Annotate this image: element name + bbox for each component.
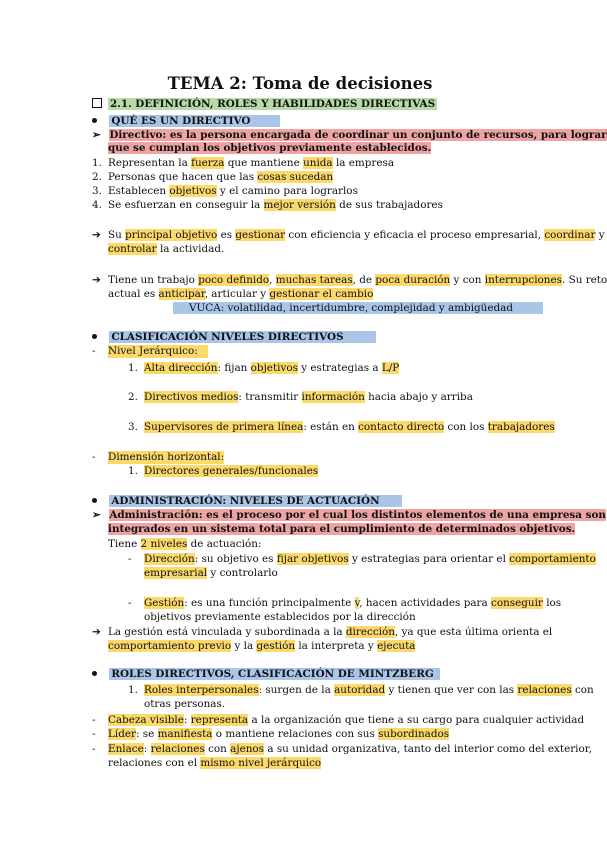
text-run: , de <box>352 274 376 286</box>
text-run: objetivos <box>250 362 298 374</box>
text-run: objetivos previamente establecidos por la dirección <box>144 611 416 623</box>
vuca-text: : volatilidad, incertidumbre, complejidad y ambigüedad <box>220 302 514 314</box>
text-run <box>144 362 399 375</box>
text-run <box>108 185 358 198</box>
text-run: ejecuta <box>377 640 416 652</box>
heading-roles <box>92 668 440 681</box>
text-run: : están en <box>303 421 359 433</box>
list-item <box>92 185 358 198</box>
vuca-line <box>173 302 543 315</box>
text-run: mismo nivel jerárquico <box>200 757 322 769</box>
text-run <box>108 199 443 212</box>
arrow-right-icon: ➔ <box>92 229 101 241</box>
text-run: Directores generales/funcionales <box>144 465 319 477</box>
text-run: otras personas. <box>144 698 226 710</box>
text-run: - <box>128 553 132 565</box>
definition-line-2: integrados en un sistema total para el cumplimiento de determinados objetivos. <box>108 523 576 535</box>
list-item <box>128 421 555 434</box>
text-run: con los <box>444 421 488 433</box>
text-run: controlar <box>108 243 157 255</box>
text-run: coordinar <box>544 229 596 241</box>
text-run <box>108 171 333 184</box>
text-run: Alta dirección <box>144 362 218 374</box>
text-run: gestionar el cambio <box>269 288 374 300</box>
text-run <box>108 714 584 727</box>
text-run: trabajadores <box>487 421 555 433</box>
text-run: con <box>204 743 231 755</box>
text-run: - <box>92 345 96 357</box>
direccion-item <box>128 553 596 566</box>
text-run: : transmitir <box>238 391 302 403</box>
text-run: ajenos <box>230 743 265 755</box>
text-run: : surgen de la <box>258 684 335 696</box>
vuca-label: VUCA <box>189 302 221 314</box>
text-run: a la organización que tiene a su cargo para cualquier actividad <box>248 714 585 726</box>
bullet-icon <box>92 498 97 503</box>
text-run: de actuación: <box>187 538 262 550</box>
text-run: Enlace <box>108 743 144 755</box>
text-run: Roles interpersonales <box>144 684 259 696</box>
text-run <box>108 743 592 756</box>
text-run: con eficiencia y eficacia el proceso empresarial, <box>285 229 545 241</box>
text-run <box>108 728 449 741</box>
definition-administracion-2 <box>108 523 575 536</box>
definition-line-1: Directivo: es la persona encargada de coordinar un conjunto de recursos, para lograr <box>109 129 607 141</box>
text-run: información <box>301 391 365 403</box>
bullet-icon <box>92 334 97 339</box>
text-run <box>108 229 605 242</box>
text-run: Representan la <box>108 157 192 169</box>
text-run: 2. <box>92 171 102 183</box>
text-run <box>173 302 543 314</box>
section-title: 2.1. DEFINICIÓN, ROLES Y HABILIDADES DIRECTIVAS <box>110 98 436 110</box>
text-run: Directivos medios <box>144 391 239 403</box>
text-run: subordinados <box>378 728 450 740</box>
text-run: anticipar <box>158 288 205 300</box>
list-item <box>128 362 400 375</box>
text-run: relaciones <box>150 743 205 755</box>
text-run: principal objetivo <box>125 229 218 241</box>
gestion-item-2 <box>144 611 416 624</box>
text-run: que mantiene <box>224 157 304 169</box>
direccion-item-2 <box>144 567 278 580</box>
text-run: 2 niveles <box>140 538 188 550</box>
text-run: : es una función principalmente <box>184 597 355 609</box>
role-enlace <box>92 743 592 756</box>
text-run: gestión <box>256 640 296 652</box>
text-run: Nivel Jerárquico: <box>108 345 208 358</box>
text-run: conseguir <box>491 597 543 609</box>
definition-line-1: Administración: es el proceso por el cual los distintos elementos de una empresa son <box>109 509 606 521</box>
heading-text: ROLES DIRECTIVOS, CLASIFICACIÓN DE MINTZBERG <box>109 668 439 680</box>
text-run: . Su reto <box>561 274 607 286</box>
text-run: fuerza <box>191 157 225 169</box>
bullet-icon <box>92 118 97 123</box>
text-run: relaciones con el <box>108 757 201 769</box>
text-run: actual es <box>108 288 159 300</box>
text-run: y controlarlo <box>207 567 278 579</box>
definition-line-2: que se cumplan los objetivos previamente establecidos. <box>108 142 432 154</box>
text-run: , hacen actividades para <box>359 597 492 609</box>
text-run: y el camino para lograrlos <box>216 185 358 197</box>
text-run: comportamiento previo <box>108 640 232 652</box>
text-run: - <box>128 597 132 609</box>
text-run: autoridad <box>334 684 386 696</box>
text-run: 2. <box>128 391 138 403</box>
text-run <box>144 597 561 610</box>
text-run: - <box>92 714 96 726</box>
text-run: cosas sucedan <box>257 171 334 183</box>
text-run: L/P <box>381 362 400 374</box>
text-run: : <box>143 743 151 755</box>
definition-directivo-2 <box>108 142 431 155</box>
text-run: y estrategias para orientar el <box>348 553 510 565</box>
text-run: 4. <box>92 199 102 211</box>
text-run: muchas tareas <box>275 274 353 286</box>
heading-administracion <box>92 495 402 508</box>
text-run <box>108 626 552 639</box>
heading-que-es <box>92 115 280 128</box>
text-run: hacia abajo y arriba <box>364 391 473 403</box>
definition-directivo <box>92 129 607 142</box>
arrow-gestion <box>92 626 553 639</box>
text-run: : se <box>136 728 158 740</box>
list-item <box>92 157 395 170</box>
tiene-niveles <box>108 538 261 551</box>
text-run: La gestión está vinculada y subordinada a la <box>108 626 346 638</box>
text-run: Gestión <box>144 597 185 609</box>
text-run <box>144 391 473 404</box>
text-run: Dimensión horizontal: <box>108 451 225 463</box>
text-run: o mantiene relaciones con sus <box>212 728 379 740</box>
checkbox-icon <box>92 98 102 108</box>
text-run: : fijan <box>217 362 251 374</box>
gestion-item <box>128 597 562 610</box>
heading-clasificacion <box>92 331 376 344</box>
text-run: y la <box>231 640 257 652</box>
text-run: 1. <box>128 465 138 477</box>
text-run: relaciones <box>517 684 572 696</box>
text-run <box>144 553 596 566</box>
text-run: poco definido <box>198 274 270 286</box>
text-run: 1. <box>128 684 138 696</box>
arrow-point-objetivo-2 <box>108 243 224 256</box>
text-run: fijar objetivos <box>276 553 349 565</box>
text-run: - <box>92 728 96 740</box>
text-run: : su objetivo es <box>194 553 277 565</box>
text-run: Tiene <box>108 538 141 550</box>
text-run: - <box>92 451 96 463</box>
text-run: y estrategias a <box>297 362 382 374</box>
heading-text: CLASIFICACIÓN NIVELES DIRECTIVOS <box>109 331 375 343</box>
heading-text: QUÉ ES UN DIRECTIVO <box>109 115 280 127</box>
text-run: poca duración <box>375 274 451 286</box>
bullet-icon <box>92 671 97 676</box>
list-item <box>92 171 334 184</box>
role-cabeza-visible <box>92 714 585 727</box>
text-run: la empresa <box>332 157 395 169</box>
text-run: la actividad. <box>156 243 225 255</box>
text-run: 1. <box>128 362 138 374</box>
list-item <box>128 391 473 404</box>
text-run: la interpreta y <box>295 640 378 652</box>
text-run: Su <box>108 229 126 241</box>
text-run <box>144 465 318 478</box>
text-run: 3. <box>128 421 138 433</box>
role-enlace-2 <box>108 757 321 770</box>
list-item <box>128 684 594 697</box>
text-run: interrupciones <box>484 274 562 286</box>
text-run: v <box>354 597 360 609</box>
text-run: dirección <box>345 626 395 638</box>
text-run: Líder <box>108 728 136 740</box>
text-run: y con <box>450 274 485 286</box>
text-run: Personas que hacen que las <box>108 171 258 183</box>
text-run: representa <box>190 714 249 726</box>
list-item-2 <box>144 698 225 711</box>
text-run <box>144 421 555 434</box>
heading-text: ADMINISTRACIÓN: NIVELES DE ACTUACIÓN <box>109 495 401 507</box>
arrow-point-objetivo <box>92 229 605 242</box>
text-run: y tienen que ver con las <box>385 684 518 696</box>
text-run: a su unidad organizativa, tanto del interior como del exterior, <box>264 743 592 755</box>
arrow-right-icon: ➔ <box>92 274 101 286</box>
text-run: mejor versión <box>263 199 336 211</box>
arrow-gestion-2 <box>108 640 415 653</box>
text-run: y <box>595 229 605 241</box>
text-run: Supervisores de primera línea <box>144 421 304 433</box>
text-run: Se esfuerzan en conseguir la <box>108 199 264 211</box>
text-run <box>108 274 607 287</box>
text-run: , <box>269 274 276 286</box>
text-run: 1. <box>92 157 102 169</box>
text-run: los <box>542 597 562 609</box>
text-run: manifiesta <box>157 728 213 740</box>
role-lider <box>92 728 450 741</box>
text-run: Tiene un trabajo <box>108 274 199 286</box>
text-run: con <box>571 684 594 696</box>
nivel-jerarquico <box>92 345 198 358</box>
text-run: Cabeza visible <box>108 714 184 726</box>
text-run: 3. <box>92 185 102 197</box>
definition-administracion <box>92 509 606 522</box>
text-run: , ya que esta última orienta el <box>394 626 553 638</box>
text-run: objetivos <box>169 185 217 197</box>
page-title: TEMA 2: Toma de decisiones <box>167 74 433 93</box>
text-run: comportamiento <box>509 553 596 565</box>
text-run: contacto directo <box>358 421 445 433</box>
text-run: - <box>92 743 96 755</box>
dimension-horizontal <box>92 451 225 464</box>
text-run: Establecen <box>108 185 170 197</box>
section-header <box>92 98 437 111</box>
list-item <box>128 465 319 478</box>
arrow-right-icon: ➔ <box>92 626 101 638</box>
arrowhead-icon: ➢ <box>92 509 101 521</box>
text-run: unida <box>303 157 333 169</box>
text-run: es <box>217 229 236 241</box>
text-run <box>108 157 394 170</box>
text-run: empresarial <box>144 567 208 579</box>
arrow-point-trabajo <box>92 274 607 287</box>
text-run: Dirección <box>144 553 195 565</box>
arrowhead-icon: ➢ <box>92 129 101 141</box>
text-run: , articular y <box>204 288 270 300</box>
text-run: de sus trabajadores <box>335 199 443 211</box>
text-run: gestionar <box>235 229 286 241</box>
text-run <box>144 684 594 697</box>
text-run: : <box>183 714 191 726</box>
list-item <box>92 199 443 212</box>
arrow-point-trabajo-2 <box>108 288 373 301</box>
